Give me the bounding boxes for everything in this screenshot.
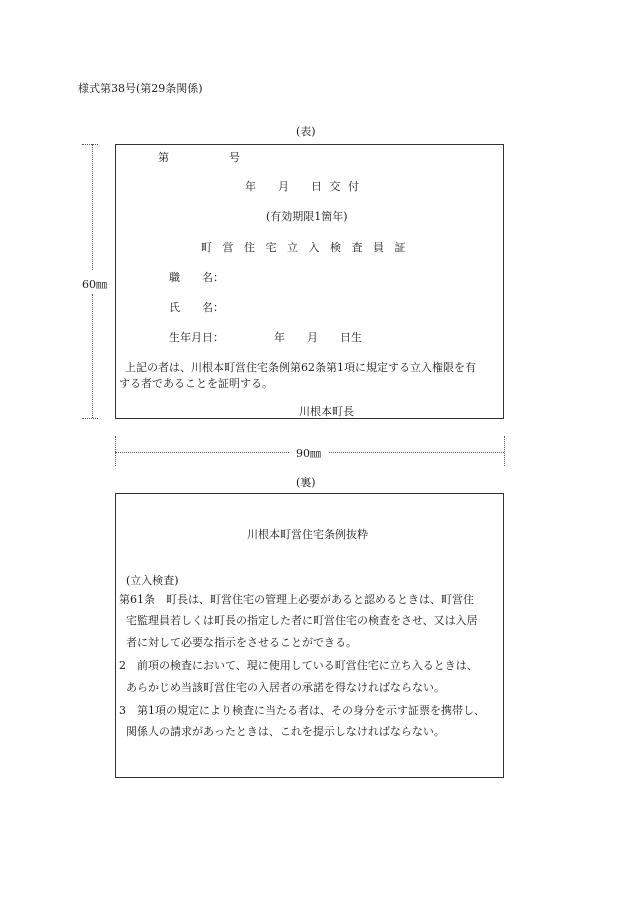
para2-line-1: 2 前項の検査において、現に使用している町営住宅に立ち入るときは、 [119,659,478,672]
article-line-2: 宅監理員若しくは町長の指定した者に町営住宅の検査をさせ、又は入居 [126,614,478,627]
section-heading: (立入検査) [126,574,179,587]
number-prefix: 第 [158,151,169,164]
width-guide-left-tick [115,436,116,466]
article-line-1: 第61条 町長は、町営住宅の管理上必要があると認めるときは、町営住 [119,593,474,606]
height-guide-line-upper [92,144,93,270]
position-label: 職 名： [169,271,224,284]
front-side-label: (表) [296,125,316,138]
name-label: 氏 名： [169,301,224,314]
height-guide-line-lower [92,294,93,418]
birthdate-units: 年 月 日生 [274,331,362,344]
issue-date: 年 月 日 交 付 [245,180,359,193]
height-guide-bottom-tick [82,418,98,419]
article-line-3: 者に対して必要な指示をさせることができる。 [126,636,357,649]
width-guide-right-tick [504,436,505,466]
back-side-label: (裏) [296,476,316,489]
width-label: 90㎜ [296,447,321,460]
para3-line-2: 関係人の請求があったときは、これを提示しなければならない。 [126,725,445,738]
height-guide-top-tick [82,144,98,145]
width-guide-line-right [329,452,504,453]
issuer: 川根本町長 [299,405,354,418]
width-guide-line-left [115,452,289,453]
birthdate-label: 生年月日： [169,331,224,344]
statement-line-1: 上記の者は、川根本町営住宅条例第62条第1項に規定する立入権限を有 [125,361,476,374]
statement-line-2: する者であることを証明する。 [119,377,273,390]
validity: (有効期限1箇年) [266,210,348,223]
form-number: 様式第38号(第29条関係) [78,82,203,95]
back-card [115,493,504,778]
certificate-title: 町 営 住 宅 立 入 検 査 員 証 [201,241,406,254]
para2-line-2: あらかじめ当該町営住宅の入居者の承諾を得なければならない。 [126,681,445,694]
front-card [115,144,504,419]
number-suffix: 号 [229,151,240,164]
height-label: 60㎜ [82,278,107,291]
back-title: 川根本町営住宅条例抜粋 [247,528,368,541]
para3-line-1: 3 第1項の規定により検査に当たる者は、その身分を示す証票を携帯し、 [119,704,485,717]
